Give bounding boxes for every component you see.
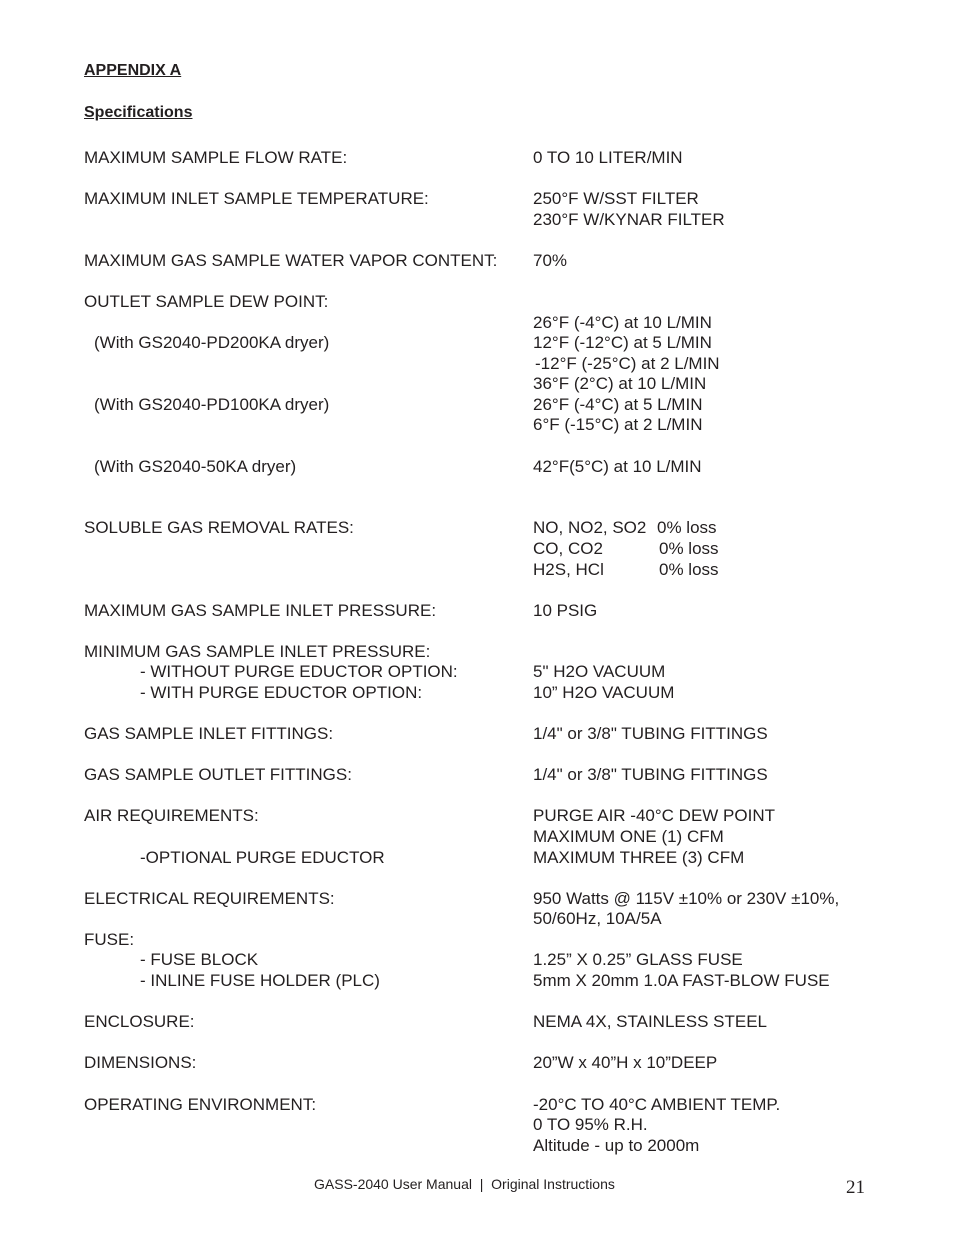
inlet-fittings-label: GAS SAMPLE INLET FITTINGS: [84,724,334,743]
dryer-pd200-label: (With GS2040-PD200KA dryer) [94,333,330,352]
fuse-block-value: 1.25” X 0.25” GLASS FUSE [533,950,743,969]
dimensions-label: DIMENSIONS: [84,1053,197,1072]
outlet-fittings-label: GAS SAMPLE OUTLET FITTINGS: [84,765,352,784]
soluble-gas-label: SOLUBLE GAS REMOVAL RATES: [84,518,354,537]
enclosure-value: NEMA 4X, STAINLESS STEEL [533,1012,767,1031]
soluble-gas-loss: 0% loss [659,539,719,558]
dryer-pd100-value: 6°F (-15°C) at 2 L/MIN [533,415,703,434]
footer-text: GASS-2040 User Manual | Original Instructions [314,1176,615,1192]
fuse-block-label: - FUSE BLOCK [140,950,259,969]
air-value: PURGE AIR -40°C DEW POINT [533,806,776,825]
inlet-fittings-value: 1/4" or 3/8" TUBING FITTINGS [533,724,768,743]
electrical-label: ELECTRICAL REQUIREMENTS: [84,889,335,908]
electrical-value: 950 Watts @ 115V ±10% or 230V ±10%, [533,889,840,908]
air-label: AIR REQUIREMENTS: [84,806,259,825]
specifications-heading: Specifications [84,104,193,121]
inlet-temp-value: 250°F W/SST FILTER [533,189,699,208]
environment-value: -20°C TO 40°C AMBIENT TEMP. [533,1095,781,1114]
dryer-pd200-value: 26°F (-4°C) at 10 L/MIN [533,313,712,332]
min-pressure-without-label: - WITHOUT PURGE EDUCTOR OPTION: [140,662,458,681]
air-value: MAXIMUM ONE (1) CFM [533,827,724,846]
enclosure-label: ENCLOSURE: [84,1012,195,1031]
max-pressure-value: 10 PSIG [533,601,598,620]
soluble-gas-loss: 0% loss [657,518,717,537]
soluble-gas-name: CO, CO2 [533,539,603,558]
page-number: 21 [846,1177,865,1198]
min-pressure-with-label: - WITH PURGE EDUCTOR OPTION: [140,683,423,702]
environment-value: Altitude - up to 2000m [533,1136,700,1155]
dryer-pd200-value: 12°F (-12°C) at 5 L/MIN [533,333,712,352]
min-pressure-without-value: 5" H2O VACUUM [533,662,666,681]
outlet-fittings-value: 1/4" or 3/8" TUBING FITTINGS [533,765,768,784]
fuse-inline-value: 5mm X 20mm 1.0A FAST-BLOW FUSE [533,971,830,990]
flow-rate-label: MAXIMUM SAMPLE FLOW RATE: [84,148,348,167]
inlet-temp-label: MAXIMUM INLET SAMPLE TEMPERATURE: [84,189,429,208]
inlet-temp-value: 230°F W/KYNAR FILTER [533,210,725,229]
min-pressure-label: MINIMUM GAS SAMPLE INLET PRESSURE: [84,642,431,661]
fuse-label: FUSE: [84,930,135,949]
soluble-gas-loss: 0% loss [659,560,719,579]
flow-rate-value: 0 TO 10 LITER/MIN [533,148,683,167]
dryer-pd100-label: (With GS2040-PD100KA dryer) [94,395,330,414]
dew-point-label: OUTLET SAMPLE DEW POINT: [84,292,329,311]
water-vapor-value: 70% [533,251,568,270]
water-vapor-label: MAXIMUM GAS SAMPLE WATER VAPOR CONTENT: [84,251,498,270]
environment-value: 0 TO 95% R.H. [533,1115,648,1134]
fuse-inline-label: - INLINE FUSE HOLDER (PLC) [140,971,380,990]
dimensions-value: 20”W x 40”H x 10”DEEP [533,1053,718,1072]
environment-label: OPERATING ENVIRONMENT: [84,1095,317,1114]
dryer-50ka-label: (With GS2040-50KA dryer) [94,457,297,476]
dryer-50ka-value: 42°F(5°C) at 10 L/MIN [533,457,702,476]
soluble-gas-name: H2S, HCl [533,560,604,579]
appendix-heading: APPENDIX A [84,62,182,79]
dryer-pd100-value: 26°F (-4°C) at 5 L/MIN [533,395,703,414]
air-eductor-label: -OPTIONAL PURGE EDUCTOR [140,848,385,867]
max-pressure-label: MAXIMUM GAS SAMPLE INLET PRESSURE: [84,601,437,620]
min-pressure-with-value: 10” H2O VACUUM [533,683,675,702]
dryer-pd200-value: -12°F (-25°C) at 2 L/MIN [535,354,720,373]
air-eductor-value: MAXIMUM THREE (3) CFM [533,848,745,867]
soluble-gas-name: NO, NO2, SO2 [533,518,647,537]
dryer-pd100-value: 36°F (2°C) at 10 L/MIN [533,374,707,393]
electrical-value: 50/60Hz, 10A/5A [533,909,662,928]
